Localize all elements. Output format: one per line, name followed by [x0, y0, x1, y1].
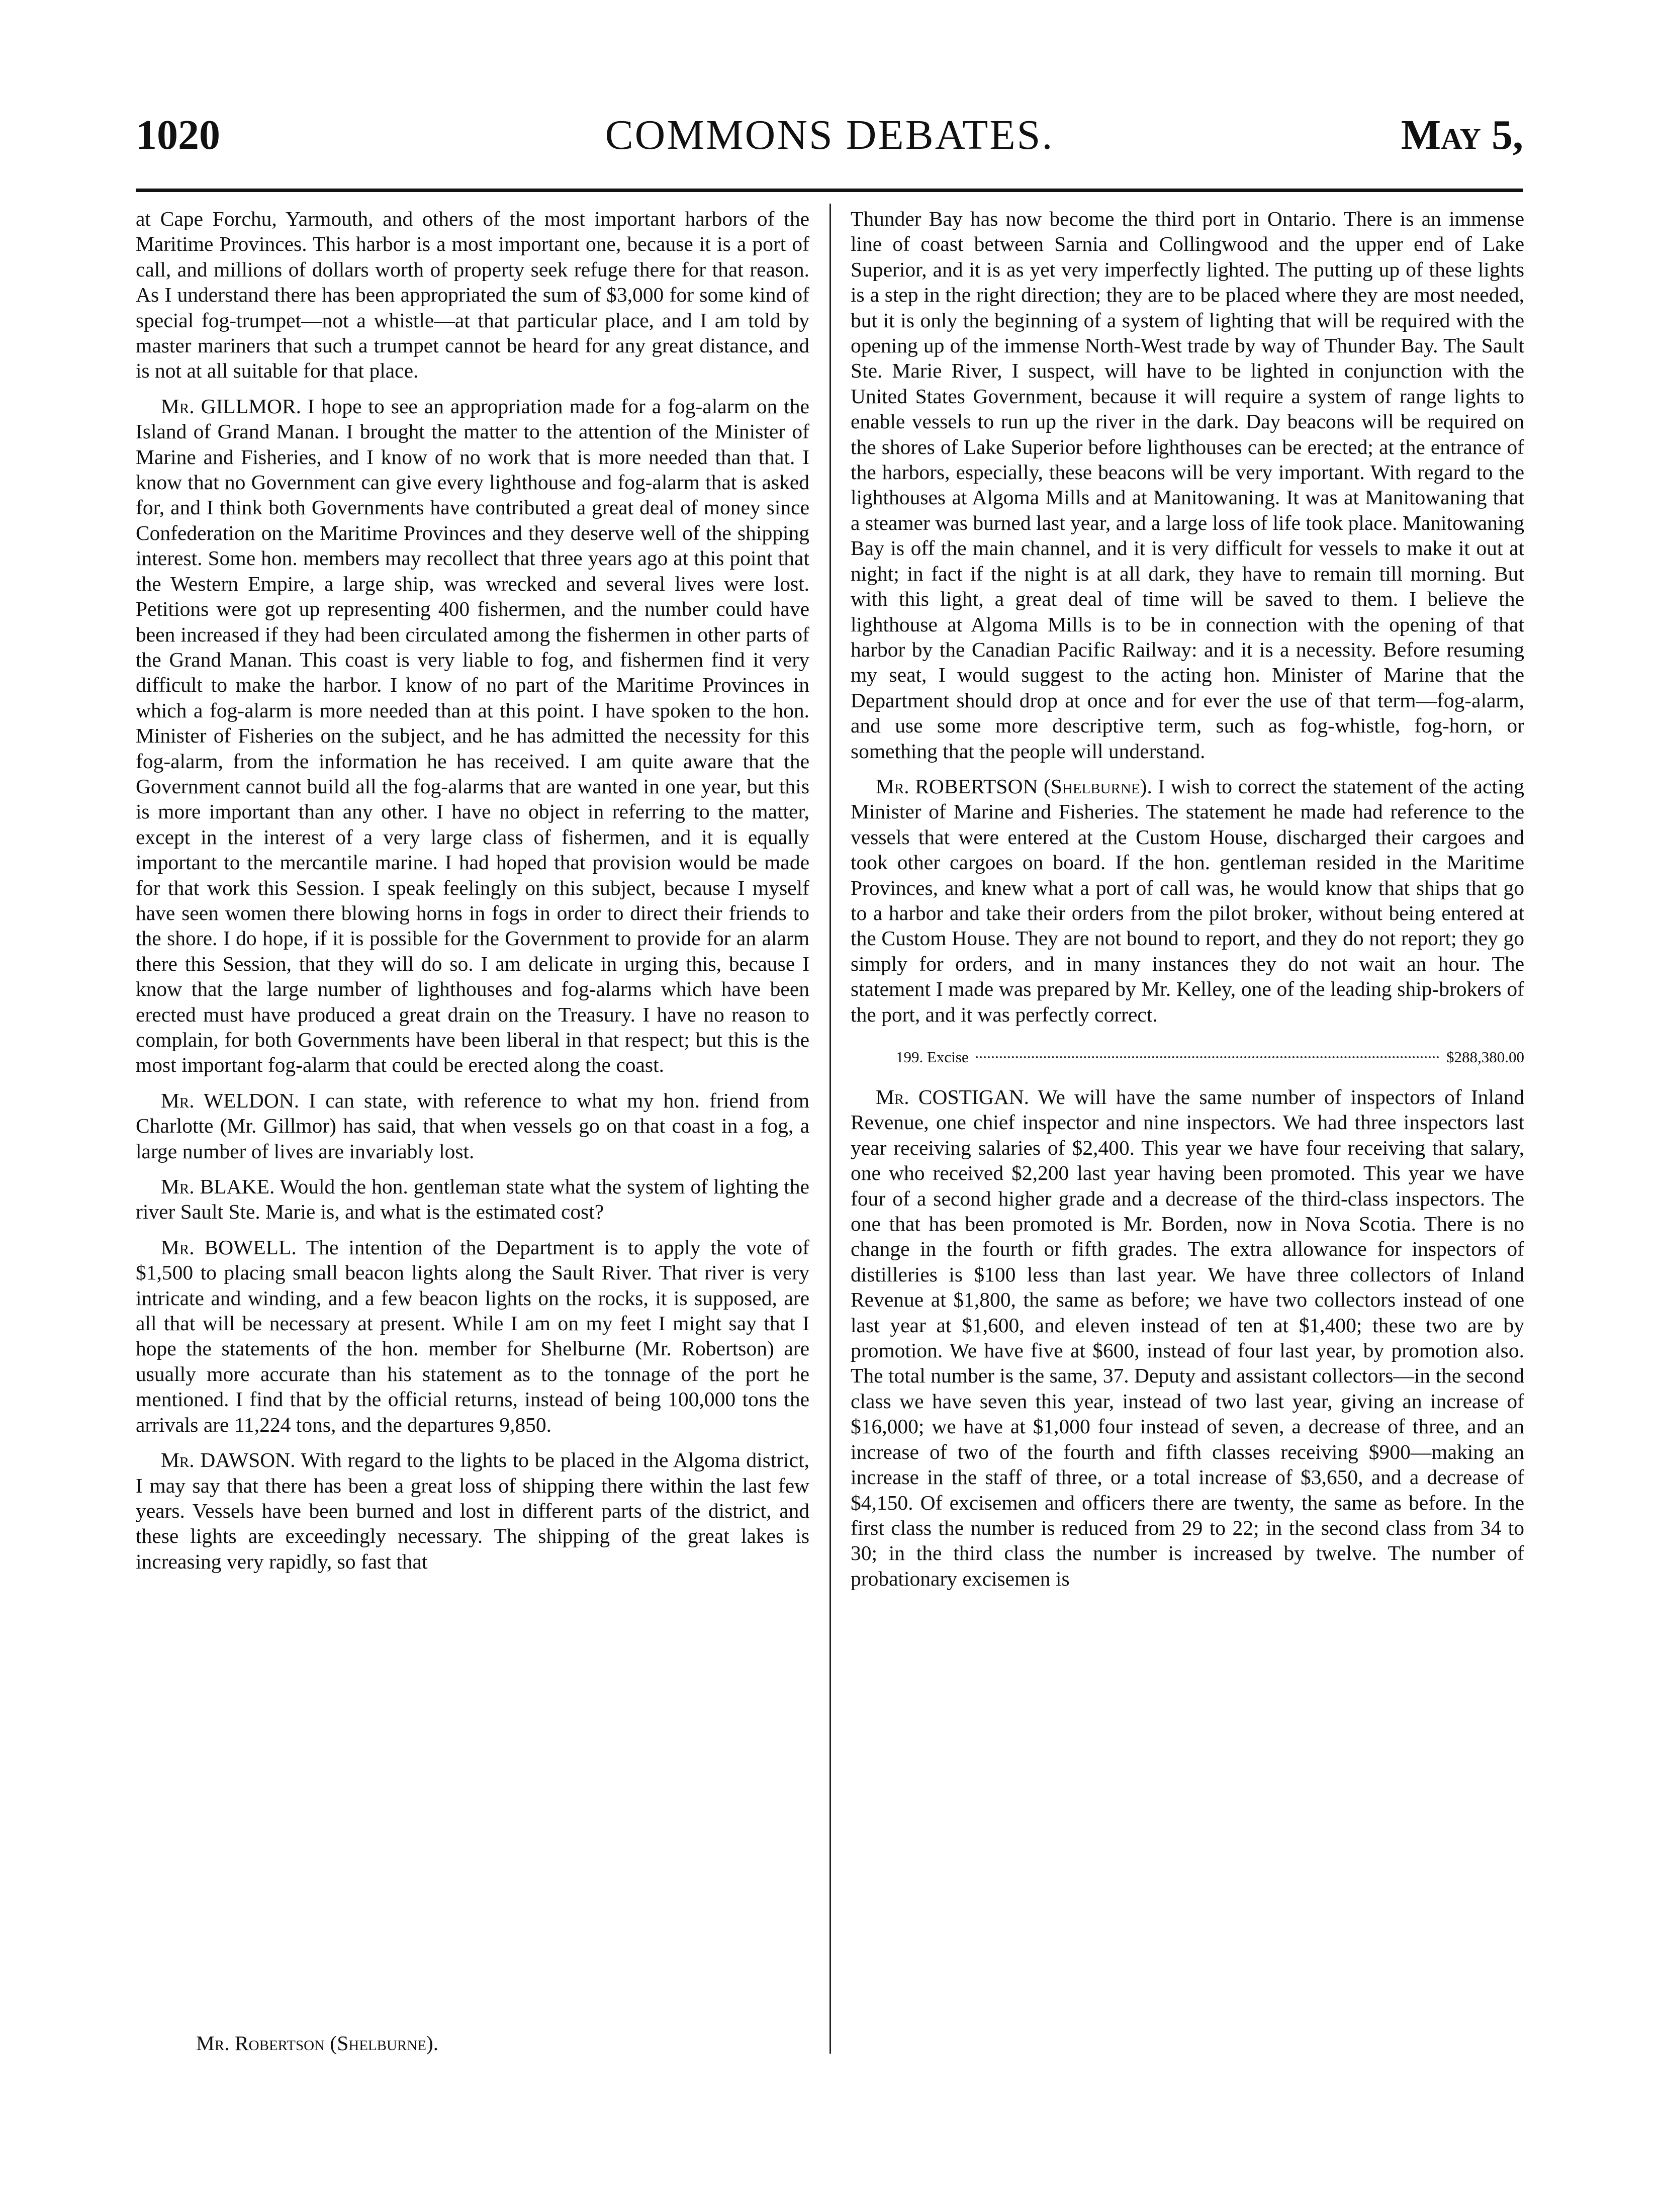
leader-dots: [976, 1056, 1439, 1058]
header-rule: [136, 189, 1523, 192]
speaker-name: Mr. ROBERTSON (Shelburne).: [876, 774, 1152, 798]
paragraph: [136, 1088, 809, 1164]
paragraph: [851, 1084, 1524, 1591]
speaker-name: Mr. BOWELL.: [161, 1235, 297, 1259]
speaker-name: Mr. GILLMOR.: [161, 394, 302, 418]
page-date: May 5,: [1401, 112, 1523, 158]
speaker-name: Mr. BLAKE.: [161, 1175, 275, 1199]
vote-amount: $288,380.00: [1446, 1048, 1524, 1066]
paragraph: [136, 394, 809, 1078]
paragraph-text: We will have the same number of inspectors of Inland Revenue, one chief inspector and nine inspectors. We had three inspectors last year receiving salaries of $2,400. This year we have four receiving that salary, one who received $2,200 last year having been promoted. This year we have four of a second higher grade and a decrease of the third-class inspectors. The one that has been promoted is Mr. Borden, now in Nova Scotia. There is no change in the fourth or fifth grades. The extra allowance for inspectors of distilleries is $100 less than last year. We have three collectors of Inland Revenue at $1,800, the same as before; we have two collectors instead of one last year at $1,600, and eleven instead of ten at $1,400; these two are by promotion. We have five at $600, instead of four last year, by promotion also. The total number is the same, 37. Deputy and assistant collectors—in the second class we have seven this year, instead of two last year, giving an increase of $16,000; we have at $1,000 four instead of seven, a decrease of three, and an increase of two of the fourth and fifth classes receiving $900—making an increase in the staff of three, or a total increase of $3,650, and a decrease of $4,150. Of excisemen and officers there are twenty, the same as before. In the first class the number is reduced from 29 to 22; in the second class from 34 to 30; in the third class the number is increased by twelve. The number of probationary excisemen is: [851, 1085, 1524, 1590]
paragraph-text: I wish to correct the statement of the acting Minister of Marine and Fisheries. The statement he made had reference to the vessels that were entered at the Custom House, discharged their cargoes and took other cargoes on board. If the hon. gentleman resided in the Maritime Provinces, and knew what a port of call was, he would know that ships that go to a harbor and take their orders from the pilot broker, without being entered at the Custom House. They are not bound to report, and they do not report; they go simply for orders, and in many instances they do not wait an hour. The statement I made was prepared by Mr. Kelley, one of the leading ship-brokers of the port, and it was perfectly correct.: [851, 774, 1525, 1026]
left-column: [136, 206, 809, 1584]
paragraph: [136, 1235, 809, 1437]
paragraph: [851, 206, 1524, 764]
paragraph-text: at Cape Forchu, Yarmouth, and others of the most important harbors of the Maritime Provinces. This harbor is a most important one, because it is a port of call, and millions of dollars worth of property seek refuge there for that reason. As I understand there has been appropriated the sum of $3,000 for some kind of special fog-trumpet—not a whistle—at that particular place, and I am told by master mariners that such a trumpet cannot be heard for any great distance, and is not at all suitable for that place.: [136, 207, 809, 383]
page-header: [136, 111, 1523, 171]
vote-item: [851, 1047, 1524, 1067]
paragraph-text: Thunder Bay has now become the third port in Ontario. There is an immense line of coast between Sarnia and Collingwood and the upper end of Lake Superior, and it is as yet very imperfectly lighted. The putting up of these lights is a step in the right direction; they are to be placed where they are most needed, but it is only the beginning of a system of lighting that will be required with the opening up of the immense North-West trade by way of Thunder Bay. The Sault Ste. Marie River, I suspect, will have to be lighted in conjunction with the United States Government, because it will require a system of range lights to enable vessels to run up the river in the dark. Day beacons will be required on the shores of Lake Superior before lighthouses can be erected; at the entrance of the harbors, especially, these beacons will be very important. With regard to the lighthouses at Algoma Mills and at Manitowaning. It was at Manitowaning that a steamer was burned last year, and a large loss of life took place. Manitowaning Bay is off the main channel, and it is very difficult for vessels to make it out at night; in fact if the night is at all dark, they have to remain till morning. But with this light, a great deal of time will be saved to them. I believe the lighthouse at Algoma Mills is to be in connection with the opening of that harbor by the Canadian Pacific Railway: and it is a necessity. Before resuming my seat, I would suggest to the acting hon. Minister of Marine that the Department should drop at once and for ever the use of that term—fog-alarm, and use some more descriptive term, such as fog-whistle, fog-horn, or something that the people will understand.: [851, 207, 1524, 763]
right-column: [851, 206, 1524, 1601]
paragraph: [136, 1174, 809, 1225]
column-divider: [829, 204, 831, 2054]
page-number: 1020: [136, 112, 220, 158]
page-title: COMMONS DEBATES.: [605, 112, 1054, 158]
vote-label: 199. Excise: [896, 1048, 969, 1066]
paragraph-text: I can state, with reference to what my hon. friend from Charlotte (Mr. Gillmor) has said, that when vessels go on that coast in a fog, a large number of lives are invariably lost.: [136, 1088, 809, 1163]
speaker-name: Mr. COSTIGAN.: [876, 1085, 1030, 1109]
footer-note: Mr. Robertson (Shelburne).: [196, 2032, 439, 2055]
paragraph-text: Would the hon. gentleman state what the system of lighting the river Sault Ste. Marie is, and what is the estimated cost?: [136, 1175, 809, 1224]
speaker-name: Mr. DAWSON.: [161, 1448, 296, 1472]
paragraph-text: I hope to see an appropriation made for a fog-alarm on the Island of Grand Manan. I brought the matter to the attention of the Minister of Marine and Fisheries, and I know of no work that is more needed than that. I know that no Government can give every lighthouse and fog-alarm that is asked for, and I think both Governments have contributed a great deal of money since Confederation on the Maritime Provinces and they deserve well of the shipping interest. Some hon. members may recollect that three years ago at this point that the Western Empire, a large ship, was wrecked and several lives were lost. Petitions were got up representing 400 fishermen, and the number could have been increased if they had been circulated among the fishermen in other parts of the Grand Manan. This coast is very liable to fog, and fishermen find it very difficult to make the harbor. I know of no part of the Maritime Provinces in which a fog-alarm is more needed than at this point. I have spoken to the hon. Minister of Fisheries on the subject, and he has admitted the necessity for this fog-alarm, from the information he has received. I am quite aware that the Government cannot build all the fog-alarms that are wanted in one year, but this is more important than any other. I have no object in referring to the matter, except in the interest of a very large class of fishermen, and it is equally important to the mercantile marine. I had hoped that provision would be made for that work this Session. I speak feelingly on this subject, because I myself have seen women there blowing horns in fogs in order to direct their friends to the shore. I do hope, if it is possible for the Government to provide for an alarm there this Session, that they will do so. I am delicate in urging this, because I know that the large number of lighthouses and fog-alarms which have been erected must have produced a great drain on the Treasury. I have no reason to complain, for both Governments have been liberal in that respect; but this is the most important fog-alarm that could be erected along the coast.: [136, 394, 809, 1077]
paragraph-text: The intention of the Department is to apply the vote of $1,500 to placing small beacon lights along the Sault River. That river is very intricate and winding, and a few beacon lights on the rocks, it is supposed, are all that will be necessary at present. While I am on my feet I might say that I hope the statements of the hon. member for Shelburne (Mr. Robertson) are usually more accurate than his statement as to the tonnage of the port he mentioned. I find that by the official returns, instead of being 100,000 tons the arrivals are 11,224 tons, and the departures 9,850.: [136, 1235, 809, 1436]
paragraph: [136, 206, 809, 384]
speaker-name: Mr. WELDON.: [161, 1088, 300, 1112]
paragraph: [851, 774, 1524, 1027]
paragraph-text: With regard to the lights to be placed in the Algoma district, I may say that there has been a great loss of shipping there within the last few years. Vessels have been burned and lost in different parts of the district, and these lights are exceedingly necessary. The shipping of the great lakes is increasing very rapidly, so fast that: [136, 1448, 809, 1573]
paragraph: [136, 1447, 809, 1574]
